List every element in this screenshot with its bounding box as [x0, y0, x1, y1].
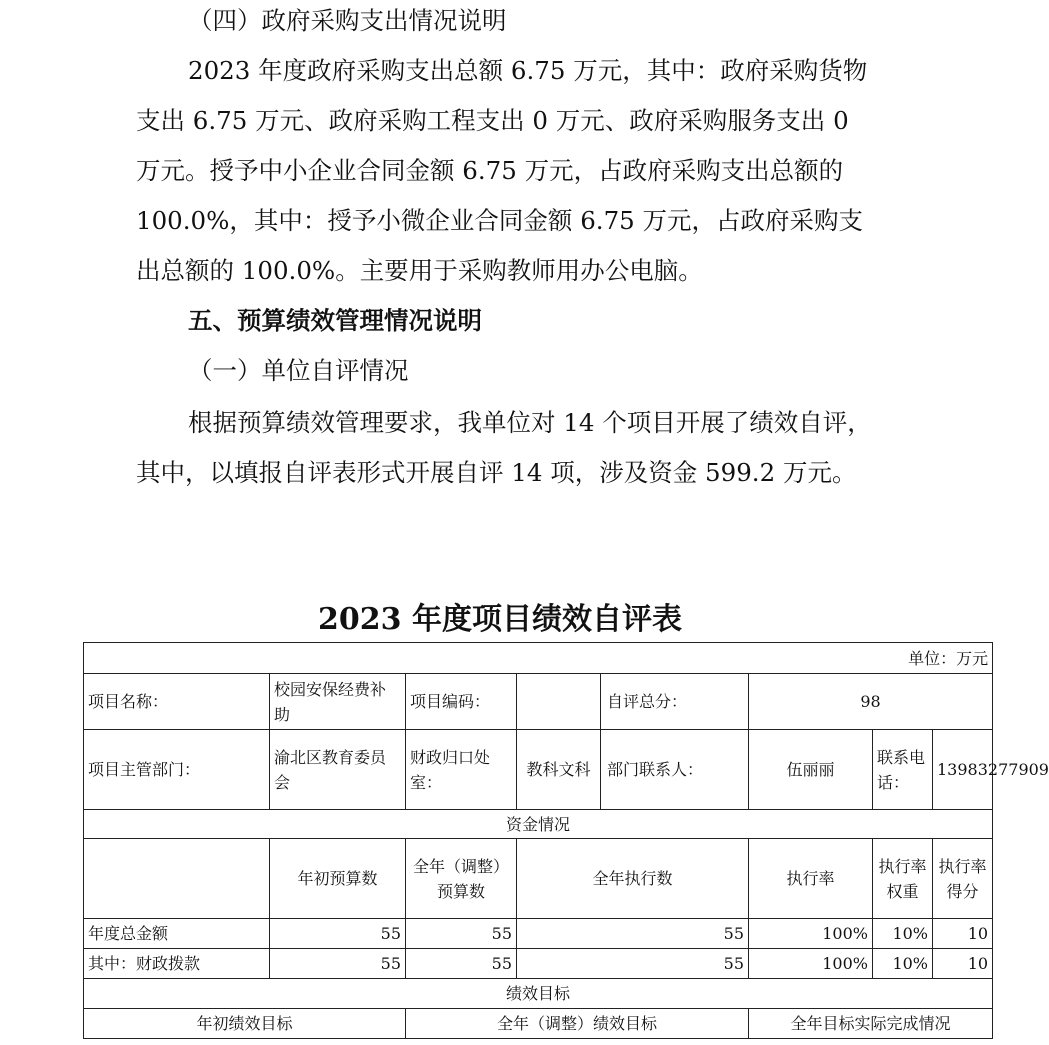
finance-office-value: 教科文科: [517, 730, 601, 810]
project-code-value: [517, 674, 601, 730]
unit-label: 单位：万元: [84, 643, 993, 674]
goal-header-actual: 全年目标实际完成情况: [749, 1009, 993, 1039]
header-adjusted-budget: 全年（调整）预算数: [406, 839, 517, 919]
row-executed: 55: [517, 949, 749, 979]
row-adjusted: 55: [406, 949, 517, 979]
header-weight: 执行率权重: [873, 839, 933, 919]
contact-label: 部门联系人：: [601, 730, 749, 810]
header-score: 执行率得分: [933, 839, 993, 919]
funds-section-header: 资金情况: [84, 810, 993, 839]
goal-header-initial: 年初绩效目标: [84, 1009, 406, 1039]
row-rate: 100%: [749, 949, 873, 979]
row-weight: 10%: [873, 949, 933, 979]
chapter-heading-performance: 五、预算绩效管理情况说明: [188, 306, 482, 335]
contact-value: 伍丽丽: [749, 730, 873, 810]
self-eval-paragraph: [136, 398, 876, 498]
project-name-value: 校园安保经费补助: [270, 674, 406, 730]
funds-header-blank: [84, 839, 270, 919]
table-title: 2023 年度项目绩效自评表: [318, 602, 682, 637]
goal-header-adjusted: 全年（调整）绩效目标: [406, 1009, 749, 1039]
row-executed: 55: [517, 919, 749, 949]
row-score: 10: [933, 919, 993, 949]
row-initial: 55: [270, 949, 406, 979]
self-eval-text: 根据预算绩效管理要求，我单位对 14 个项目开展了绩效自评，其中，以填报自评表形式开展自评 14 项，涉及资金 599.2 万元。: [136, 408, 872, 487]
row-rate: 100%: [749, 919, 873, 949]
phone-label: 联系电话：: [873, 730, 933, 810]
table-row: [84, 949, 993, 979]
header-initial-budget: 年初预算数: [270, 839, 406, 919]
project-name-label: 项目名称：: [84, 674, 270, 730]
row-label: 其中：财政拨款: [84, 949, 270, 979]
header-exec-rate: 执行率: [749, 839, 873, 919]
phone-value: 13983277909: [933, 730, 993, 810]
procurement-text: 2023 年度政府采购支出总额 6.75 万元，其中：政府采购货物支出 6.75 万元、政府采购工程支出 0 万元、政府采购服务支出 0 万元。授予中小企业合同金额 6.75 万元，占政府采购支出总额的 100.0%，其中：授予小微企业合同金额 6.75 万元，占政府采购支出总额的 100.0%。主要用于采购教师用办公电脑。: [136, 56, 868, 285]
performance-table: [83, 642, 1049, 1039]
table-row: [84, 919, 993, 949]
dept-label: 项目主管部门：: [84, 730, 270, 810]
row-adjusted: 55: [406, 919, 517, 949]
section-heading-procurement: （四）政府采购支出情况说明: [188, 6, 507, 35]
row-weight: 10%: [873, 919, 933, 949]
row-initial: 55: [270, 919, 406, 949]
procurement-paragraph: [136, 46, 876, 296]
row-score: 10: [933, 949, 993, 979]
dept-value: 渝北区教育委员会: [270, 730, 406, 810]
self-eval-score-label: 自评总分：: [601, 674, 749, 730]
finance-office-label: 财政归口处室：: [406, 730, 517, 810]
self-eval-score-value: 98: [749, 674, 993, 730]
header-executed: 全年执行数: [517, 839, 749, 919]
goals-section-header: 绩效目标: [84, 979, 993, 1009]
project-code-label: 项目编码：: [406, 674, 517, 730]
row-label: 年度总金额: [84, 919, 270, 949]
section-heading-self-eval: （一）单位自评情况: [188, 356, 409, 385]
